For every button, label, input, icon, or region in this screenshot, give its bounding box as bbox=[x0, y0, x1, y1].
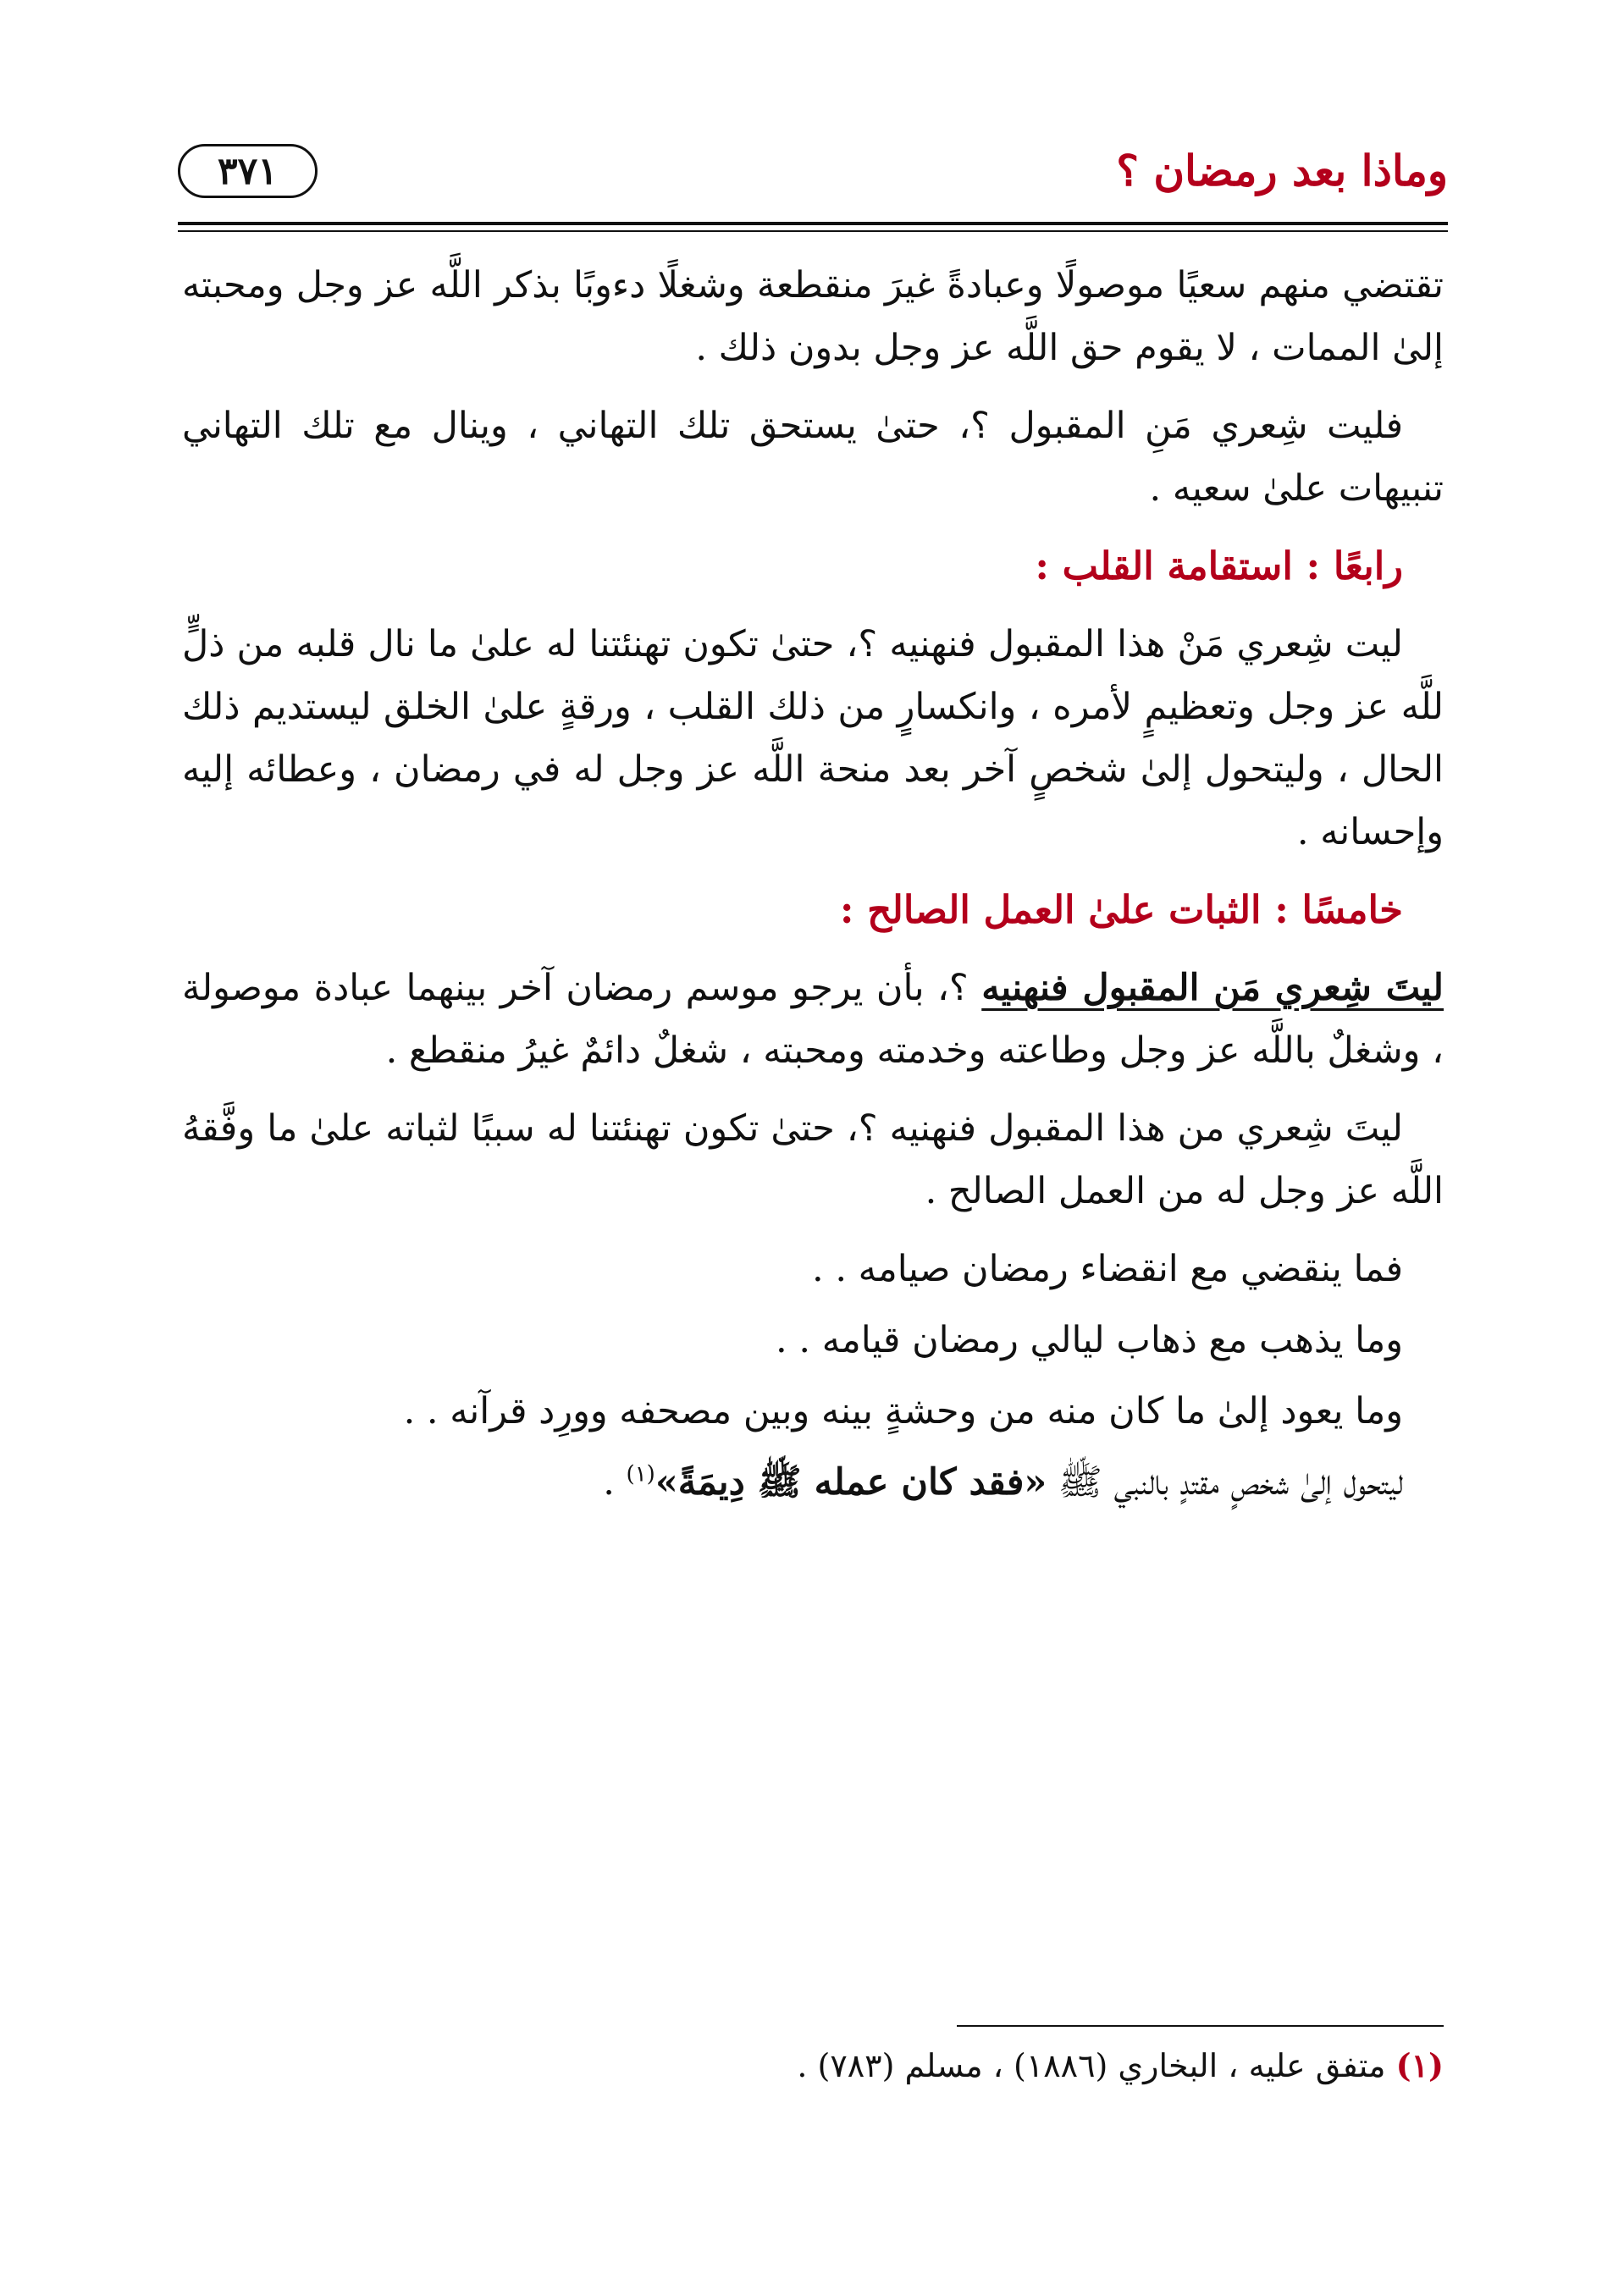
header-rule-thick bbox=[178, 222, 1448, 225]
line-4-start: ليتحول إلىٰ شخصٍ مقتدٍ بالنبي ﷺ bbox=[1047, 1461, 1403, 1504]
footnote-separator bbox=[957, 2025, 1444, 2027]
paragraph-4-rest: ؟، بأن يرجو موسم رمضان آخر بينهما عبادة موصولة ، وشغلٌ باللَّه عز وجل وطاعته وخدمته ومحبته ، شغلٌ دائمٌ غيرُ منقطع . bbox=[182, 967, 1444, 1072]
footnote-reference: (١) bbox=[626, 1461, 655, 1487]
section-heading-5: خامسًا : الثبات علىٰ العمل الصالح : bbox=[839, 887, 1403, 932]
footnote-text: متفق عليه ، البخاري (١٨٨٦) ، مسلم (٧٨٣) . bbox=[797, 2047, 1396, 2084]
paragraph-3: ليت شِعري مَنْ هذا المقبول فنهنيه ؟، حتىٰ تكون تهنئتنا له علىٰ ما نال قلبه من ذلٍّ للَّه عز وجل وتعظيمٍ لأمره ، وانكسارٍ من ذلك القلب ، ورقةٍ علىٰ الخلق ليستديم ذلك الحال ، وليتحول إلىٰ شخصٍ آخر بعد منحة اللَّه عز وجل له في رمضان ، وعطائه إليه وإحسانه . bbox=[182, 623, 1444, 853]
line-4 bbox=[182, 1451, 1444, 1514]
page-number-badge: ٣٧١ bbox=[178, 144, 318, 198]
paragraph-5: ليتَ شِعري من هذا المقبول فنهنيه ؟، حتىٰ تكون تهنئتنا له سببًا لثباته علىٰ ما وفَّقهُ اللَّه عز وجل له من العمل الصالح . bbox=[182, 1107, 1444, 1212]
line-3: وما يعود إلىٰ ما كان منه من وحشةٍ بينه وبين مصحفه وورِد قرآنه . . bbox=[403, 1390, 1403, 1432]
section-heading-4: رابعًا : استقامة القلب : bbox=[1035, 544, 1403, 588]
line-4-end: . bbox=[603, 1461, 627, 1504]
footnote-marker: (١) bbox=[1395, 2046, 1444, 2084]
line-2: وما يذهب مع ذهاب ليالي رمضان قيامه . . bbox=[776, 1319, 1403, 1361]
body-text bbox=[182, 254, 1444, 1522]
line-1: فما ينقضي مع انقضاء رمضان صيامه . . bbox=[812, 1248, 1403, 1290]
paragraph-2: فليت شِعري مَنِ المقبول ؟، حتىٰ يستحق تلك التهاني ، وينال مع تلك التهاني تنبيهات علىٰ سعيه . bbox=[182, 405, 1444, 510]
page-title: وماذا بعد رمضان ؟ bbox=[1116, 146, 1448, 196]
footnote bbox=[182, 2040, 1444, 2091]
underlined-phrase: ليتَ شِعري مَن المقبول فنهنيه bbox=[981, 967, 1444, 1009]
header-rule-thin bbox=[178, 230, 1448, 232]
paragraph-4 bbox=[182, 957, 1444, 1082]
paragraph-1: تقتضي منهم سعيًا موصولًا وعبادةً غيرَ منقطعة وشغلًا دءوبًا بذكر اللَّه عز وجل ومحبته إلىٰ الممات ، لا يقوم حق اللَّه عز وجل بدون ذلك . bbox=[182, 264, 1444, 369]
page-header bbox=[178, 135, 1448, 212]
hadith-quote: «فقد كان عمله ﷺ دِيمَةً» bbox=[655, 1461, 1047, 1504]
